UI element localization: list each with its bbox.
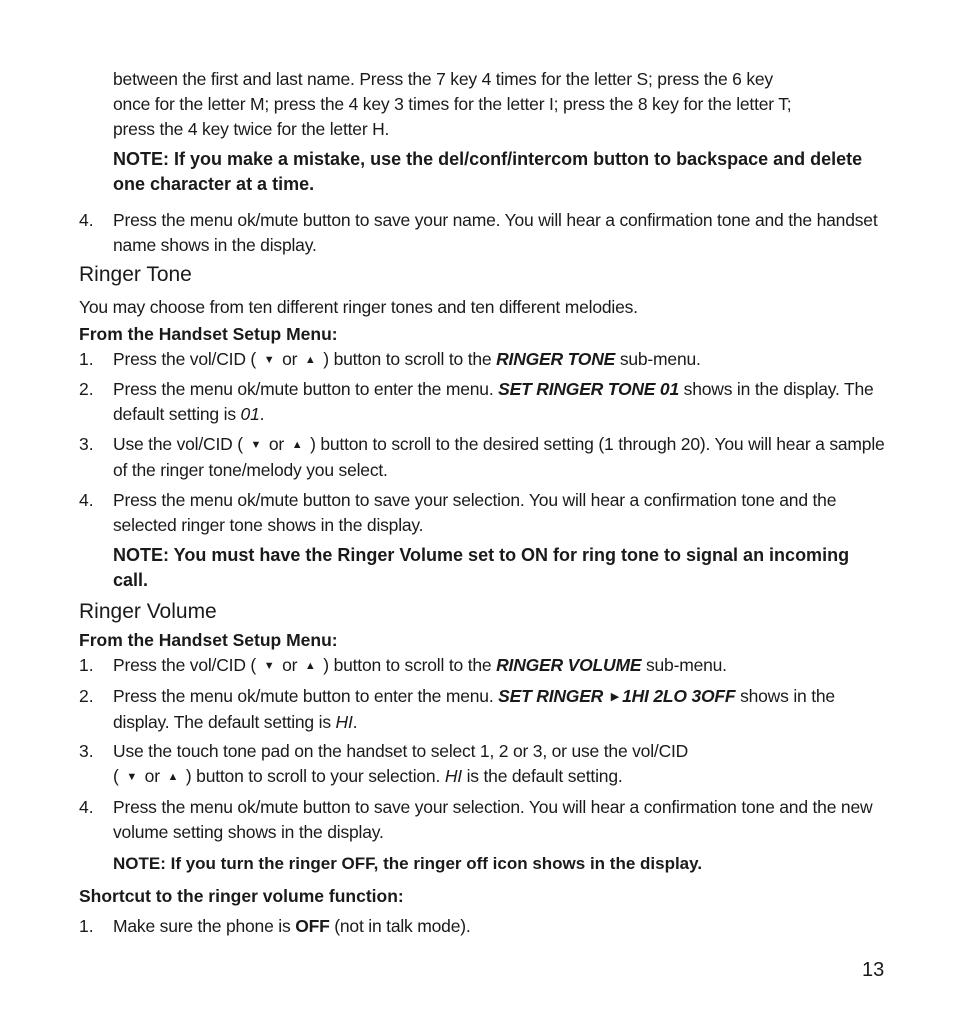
ringer-tone-subheading: From the Handset Setup Menu: — [79, 324, 338, 344]
ringer-volume-subheading: From the Handset Setup Menu: — [79, 630, 338, 650]
ringer-tone-step-4: Press the menu ok/mute button to save your selection. You will hear a confirmation tone and the selected ringer tone shows in the display. — [113, 490, 837, 535]
ringer-tone-note: NOTE: You must have the Ringer Volume set to ON for ring tone to signal an incoming call. — [113, 545, 850, 590]
up-triangle-icon: ▲ — [291, 439, 303, 451]
ringer-volume-note: NOTE: If you turn the ringer OFF, the ringer off icon shows in the display. — [113, 854, 703, 873]
right-triangle-icon: ▶ — [610, 691, 620, 703]
step-number: 4. — [79, 210, 94, 230]
step-number: 2. — [79, 686, 94, 706]
intro-note: NOTE: If you make a mistake, use the del/conf/intercom button to backspace and delete one character at a time. — [113, 149, 863, 194]
ringer-tone-step-3: Use the vol/CID ( ▼ or ▲ ) button to scroll to the desired setting (1 through 20). You will hear a sample of the ringer tone/melody you select. — [113, 434, 885, 480]
step-number: 3. — [79, 741, 94, 761]
ringer-volume-step-3: Use the touch tone pad on the handset to select 1, 2 or 3, or use the vol/CID ( ▼ or ▲ ) button to scroll to your selection. HI is the default setting. — [113, 739, 893, 790]
down-triangle-icon: ▼ — [263, 354, 275, 366]
intro-paragraph: between the first and last name. Press the 7 key 4 times for the letter S; press the 6 key once for the letter M; press the 4 key 3 times for the letter I; press the 8 key for the letter T; press the 4 key twice for the letter H. — [113, 69, 792, 139]
up-triangle-icon: ▲ — [304, 354, 316, 366]
step-number: 4. — [79, 797, 94, 817]
up-triangle-icon: ▲ — [304, 660, 316, 672]
step-number: 2. — [79, 379, 94, 399]
ringer-volume-step-1: Press the vol/CID ( ▼ or ▲ ) button to scroll to the RINGER VOLUME sub-menu. — [113, 653, 893, 679]
section-heading-ringer-volume: Ringer Volume — [79, 600, 217, 623]
step-number: 4. — [79, 490, 94, 510]
ringer-tone-step-2: Press the menu ok/mute button to enter the menu. SET RINGER TONE 01 shows in the display. The default setting is 01. — [113, 379, 874, 424]
page-number: 13 — [862, 959, 885, 981]
ringer-tone-description: You may choose from ten different ringer tones and ten different melodies. — [79, 297, 638, 317]
down-triangle-icon: ▼ — [126, 771, 137, 783]
down-triangle-icon: ▼ — [263, 660, 275, 672]
section-heading-ringer-tone: Ringer Tone — [79, 263, 192, 286]
ringer-volume-step-4: Press the menu ok/mute button to save your selection. You will hear a confirmation tone and the new volume setting shows in the display. — [113, 797, 873, 842]
intro-step-4: Press the menu ok/mute button to save your name. You will hear a confirmation tone and the handset name shows in the display. — [113, 210, 878, 255]
ringer-volume-step-2: Press the menu ok/mute button to enter the menu. SET RINGER ▶ 1HI 2LO 3OFF shows in the display. The default setting is HI. — [113, 686, 835, 732]
down-triangle-icon: ▼ — [250, 439, 262, 451]
step-number: 1. — [79, 916, 94, 936]
step-number: 3. — [79, 434, 94, 454]
step-number: 1. — [79, 349, 94, 369]
shortcut-step-1: Make sure the phone is OFF (not in talk mode). — [113, 916, 471, 936]
ringer-tone-step-1: Press the vol/CID ( ▼ or ▲ ) button to scroll to the RINGER TONE sub-menu. — [113, 347, 893, 373]
up-triangle-icon: ▲ — [167, 771, 179, 783]
step-number: 1. — [79, 655, 94, 675]
shortcut-subheading: Shortcut to the ringer volume function: — [79, 886, 404, 906]
